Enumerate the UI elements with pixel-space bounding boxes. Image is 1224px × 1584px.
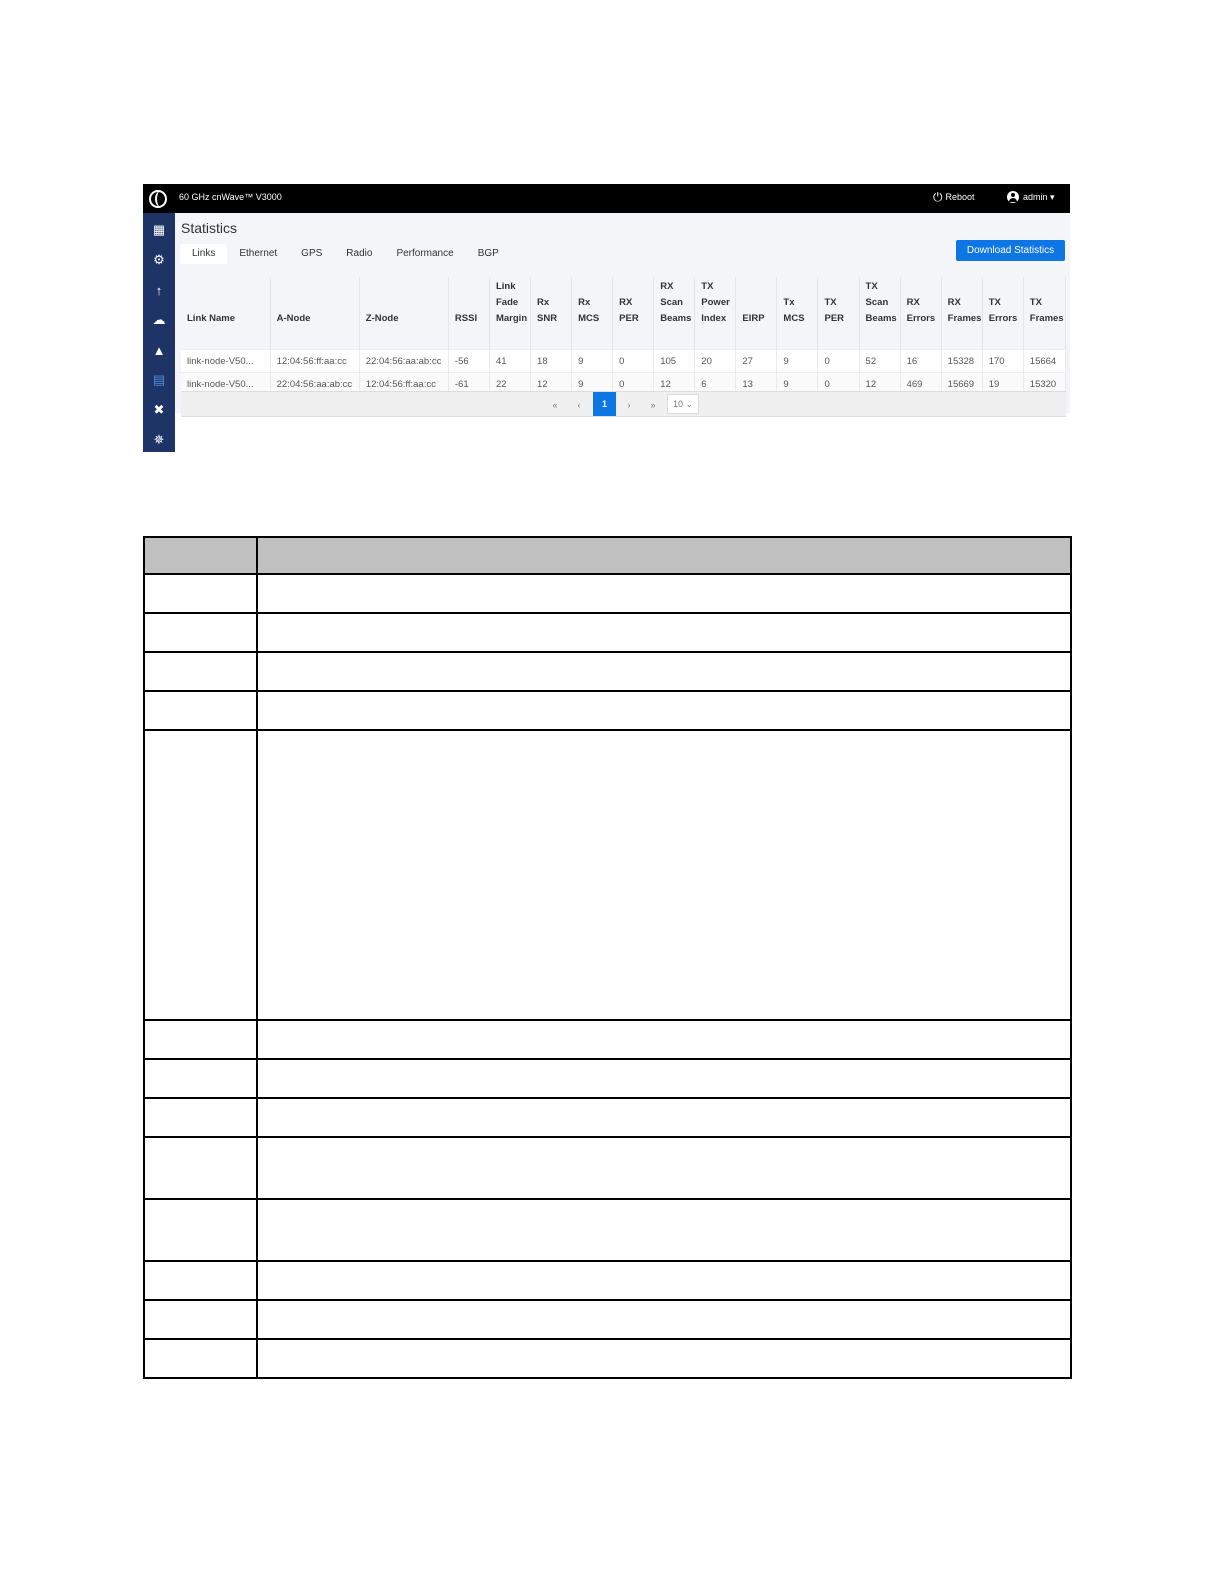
doc-cell — [144, 730, 257, 1020]
doc-row — [144, 1059, 1071, 1098]
user-icon — [1007, 191, 1019, 203]
doc-cell — [257, 1098, 1071, 1137]
user-menu[interactable] — [1007, 191, 1055, 203]
doc-cell — [144, 613, 257, 652]
table-cell: 27 — [736, 350, 777, 373]
tab-gps[interactable]: GPS — [301, 248, 323, 259]
table-cell: 0 — [818, 373, 859, 396]
table-cell: 15669 — [941, 373, 982, 396]
column-header[interactable]: Rx MCS — [572, 277, 613, 350]
table-cell: 16 — [900, 350, 941, 373]
table-cell: -56 — [448, 350, 489, 373]
satellite-icon[interactable]: ✵ — [153, 432, 165, 447]
doc-cell — [257, 1199, 1071, 1261]
column-header[interactable]: RX Errors — [900, 277, 941, 350]
tab-links[interactable]: Links — [180, 244, 227, 264]
table-cell: 19 — [982, 373, 1023, 396]
table-header-row — [181, 277, 1066, 350]
table-cell: 18 — [531, 350, 572, 373]
column-header[interactable]: Z-Node — [359, 277, 448, 350]
first-page-button[interactable]: « — [552, 400, 558, 410]
table-cell: 13 — [736, 373, 777, 396]
table-cell: 15320 — [1023, 373, 1065, 396]
column-header[interactable]: TX PER — [818, 277, 859, 350]
upload-icon[interactable]: ↑ — [155, 282, 163, 298]
table-cell: 469 — [900, 373, 941, 396]
table-cell: 12:04:56:ff:aa:cc — [270, 350, 359, 373]
doc-row — [144, 1199, 1071, 1261]
doc-cell — [257, 691, 1071, 730]
table-row[interactable] — [181, 350, 1066, 373]
statistics-icon[interactable]: ▤ — [152, 372, 166, 387]
sidebar — [143, 213, 175, 452]
page-1-button[interactable]: 1 — [593, 392, 616, 416]
tools-icon[interactable]: ✖ — [153, 402, 165, 417]
column-header[interactable]: Link Fade Margin — [489, 277, 530, 350]
doc-row — [144, 1098, 1071, 1137]
doc-cell — [257, 1059, 1071, 1098]
doc-cell — [257, 574, 1071, 613]
tab-bar — [180, 244, 511, 264]
table-cell: 20 — [695, 350, 736, 373]
doc-cell — [144, 1020, 257, 1059]
doc-cell — [144, 574, 257, 613]
table-cell: 22 — [489, 373, 530, 396]
column-header[interactable]: TX Scan Beams — [859, 277, 900, 350]
doc-row — [144, 574, 1071, 613]
statistics-panel — [175, 213, 1070, 413]
doc-row — [144, 691, 1071, 730]
main-content — [175, 213, 1070, 452]
column-header[interactable]: Link Name — [181, 277, 270, 350]
prev-page-button[interactable]: ‹ — [577, 400, 581, 410]
doc-row — [144, 652, 1071, 691]
doc-cell — [144, 691, 257, 730]
reboot-button[interactable] — [933, 191, 975, 203]
table-cell: 12:04:56:ff:aa:cc — [359, 373, 448, 396]
bell-icon[interactable]: ▲ — [152, 342, 166, 358]
page-title: Statistics — [181, 220, 238, 236]
user-label: admin ▾ — [1023, 191, 1055, 202]
column-header[interactable]: EIRP — [736, 277, 777, 350]
doc-cell — [257, 1300, 1071, 1339]
doc-row — [144, 1020, 1071, 1059]
doc-cell — [257, 730, 1071, 1020]
column-header[interactable]: TX Frames — [1023, 277, 1065, 350]
column-header[interactable]: Rx SNR — [531, 277, 572, 350]
table-cell: link-node-V50... — [181, 350, 270, 373]
doc-cell — [144, 1059, 257, 1098]
column-header[interactable]: TX Power Index — [695, 277, 736, 350]
table-cell: 12 — [654, 373, 695, 396]
tab-performance[interactable]: Performance — [396, 248, 454, 259]
last-page-button[interactable]: » — [650, 400, 656, 410]
table-cell: 9 — [572, 373, 613, 396]
column-header[interactable]: RX Frames — [941, 277, 982, 350]
next-page-button[interactable]: › — [627, 400, 631, 410]
pagination — [181, 391, 1066, 417]
table-cell: 0 — [613, 350, 654, 373]
tab-ethernet[interactable]: Ethernet — [239, 248, 278, 259]
doc-cell — [144, 652, 257, 691]
power-icon: ⏻ — [933, 190, 943, 204]
doc-row — [144, 1261, 1071, 1300]
dashboard-icon[interactable]: ▦ — [152, 222, 166, 237]
table-cell: 22:04:56:aa:ab:cc — [270, 373, 359, 396]
ui-screenshot — [143, 184, 1070, 452]
doc-row — [144, 1137, 1071, 1199]
reboot-label: Reboot — [945, 192, 975, 202]
table-cell: 9 — [777, 373, 818, 396]
doc-cell — [144, 1199, 257, 1261]
doc-row — [144, 1300, 1071, 1339]
doc-cell — [257, 1339, 1071, 1378]
doc-row — [144, 1339, 1071, 1378]
doc-cell — [144, 1098, 257, 1137]
doc-cell — [257, 1020, 1071, 1059]
table-cell: 15664 — [1023, 350, 1065, 373]
column-header[interactable]: Tx MCS — [777, 277, 818, 350]
table-cell: 22:04:56:aa:ab:cc — [359, 350, 448, 373]
table-cell: 105 — [654, 350, 695, 373]
column-header[interactable]: TX Errors — [982, 277, 1023, 350]
doc-cell — [257, 652, 1071, 691]
doc-cell — [144, 1339, 257, 1378]
table-cell: 12 — [859, 373, 900, 396]
column-header[interactable]: RSSI — [448, 277, 489, 350]
config-icon[interactable]: ⚙ — [153, 252, 165, 267]
column-header[interactable]: RX PER — [613, 277, 654, 350]
page-size-select[interactable]: 10 ⌄ — [667, 394, 699, 414]
table-cell: 0 — [613, 373, 654, 396]
table-cell: 41 — [489, 350, 530, 373]
table-cell: -61 — [448, 373, 489, 396]
table-cell: 52 — [859, 350, 900, 373]
tab-bgp[interactable]: BGP — [477, 248, 499, 259]
app-title: 60 GHz cnWave™ V3000 — [179, 192, 282, 202]
table-cell: 170 — [982, 350, 1023, 373]
parameter-description-table — [143, 536, 1072, 1379]
doc-cell — [257, 1137, 1071, 1199]
column-header[interactable]: RX Scan Beams — [654, 277, 695, 350]
tab-radio[interactable]: Radio — [346, 248, 373, 259]
top-bar — [143, 184, 1070, 213]
doc-header-cell — [144, 537, 257, 574]
doc-cell — [144, 1137, 257, 1199]
table-cell: 0 — [818, 350, 859, 373]
table-cell: 15328 — [941, 350, 982, 373]
table-cell: 6 — [695, 373, 736, 396]
table-cell: 12 — [531, 373, 572, 396]
table-cell: link-node-V50... — [181, 373, 270, 396]
doc-cell — [257, 613, 1071, 652]
table-cell: 9 — [777, 350, 818, 373]
cloud-icon[interactable]: ☁ — [152, 312, 166, 327]
doc-cell — [257, 1261, 1071, 1300]
download-statistics-button[interactable]: Download Statistics — [956, 240, 1065, 261]
doc-cell — [144, 1300, 257, 1339]
doc-cell — [144, 1261, 257, 1300]
doc-row — [144, 730, 1071, 1020]
cambium-logo — [143, 184, 172, 213]
doc-header-row — [144, 537, 1071, 574]
column-header[interactable]: A-Node — [270, 277, 359, 350]
doc-header-cell — [257, 537, 1071, 574]
table-cell: 9 — [572, 350, 613, 373]
doc-row — [144, 613, 1071, 652]
links-table — [181, 277, 1066, 395]
